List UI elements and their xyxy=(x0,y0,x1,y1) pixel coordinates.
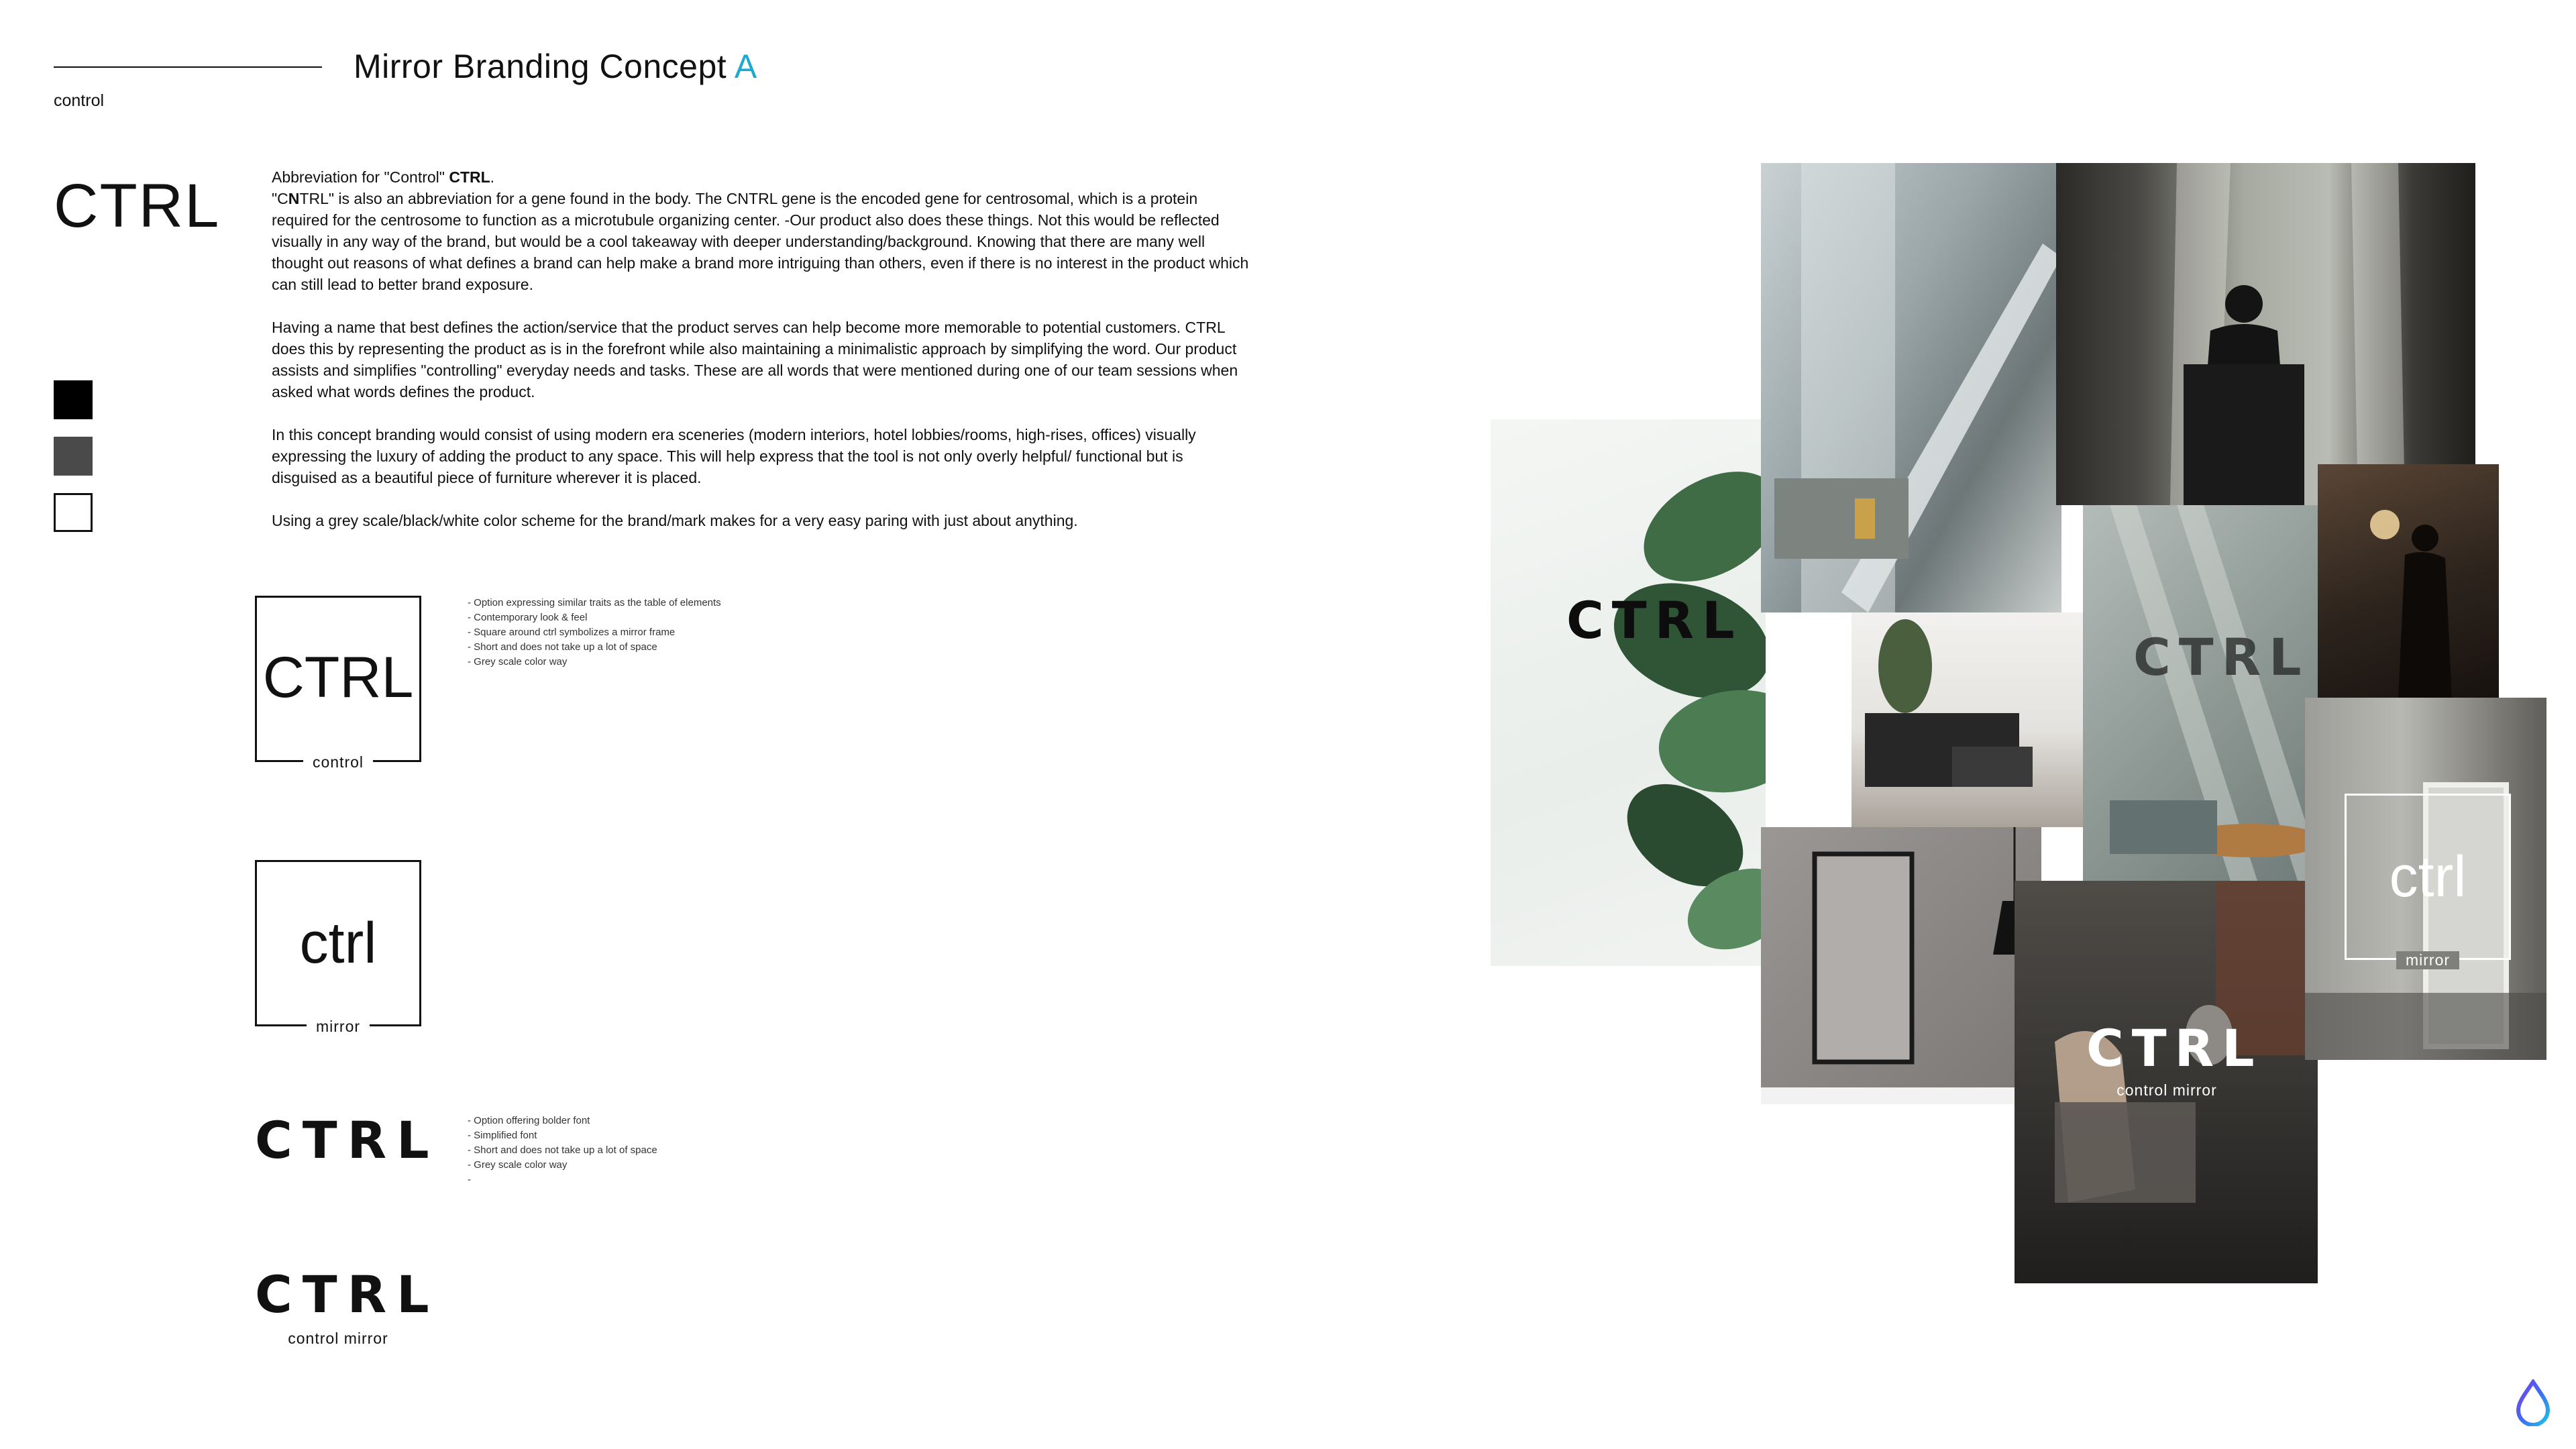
logo-option-control xyxy=(255,596,421,771)
intro-quote-rest: TRL" xyxy=(299,190,335,207)
swatch-white xyxy=(54,493,93,532)
logo-option-bold: CTRL xyxy=(255,1110,439,1170)
logo-option-bold-caption: control mirror xyxy=(288,1330,388,1347)
logo-option-control-word: CTRL xyxy=(262,645,414,710)
logo-option-mirror-caption: mirror xyxy=(307,1018,370,1036)
note-line: - Square around ctrl symbolizes a mirror frame xyxy=(468,627,676,638)
intro-para2: Having a name that best defines the action/service that the product serves can help become more memorable to potential customers. CTRL does this by representing the product as is in the forefront while also maintaining a minimalistic approach by simplifying the word. Our product assists and simplifies "controlling" everyday needs and tasks. These are all words that were mentioned during one of our team sessions when asked what words defines the product. xyxy=(272,319,1238,400)
header-subtitle: control xyxy=(54,91,105,110)
note-line: - Short and does not take up a lot of space xyxy=(468,1144,657,1156)
intro-line1-bold: CTRL xyxy=(449,168,490,186)
photo-window-silhouette xyxy=(2056,163,2475,505)
note-line: - Grey scale color way xyxy=(468,1159,568,1171)
page-title xyxy=(354,47,757,86)
note-line: - Contemporary look & feel xyxy=(468,612,588,623)
header-rule xyxy=(54,66,322,68)
title-accent: A xyxy=(734,48,757,85)
intro-line1-prefix: Abbreviation for "Control" xyxy=(272,168,445,186)
logo-option-bold-notes xyxy=(468,1114,657,1187)
logo-option-control-notes xyxy=(468,596,721,669)
window-overlay-wordmark: CTRL xyxy=(2133,627,2310,687)
swatch-black xyxy=(54,380,93,419)
lounge-overlay-wordmark: CTRL xyxy=(2086,1018,2263,1078)
note-line: - Option expressing similar traits as the table of elements xyxy=(468,597,721,608)
note-line: - Grey scale color way xyxy=(468,656,568,667)
note-line: - Short and does not take up a lot of space xyxy=(468,641,657,653)
note-line: - Simplified font xyxy=(468,1130,537,1141)
photo-living-room xyxy=(1851,612,2083,827)
primary-wordmark: CTRL xyxy=(54,172,221,240)
intro-line1-suffix: . xyxy=(490,168,495,186)
photo-plant xyxy=(1491,419,1766,966)
logo-option-mirror-word: ctrl xyxy=(299,911,377,975)
intro-quote-bold: N xyxy=(288,190,300,207)
plant-overlay-wordmark: CTRL xyxy=(1566,590,1743,650)
logo-option-control-caption: control xyxy=(303,753,373,771)
intro-para4: Using a grey scale/black/white color scheme for the brand/mark makes for a very easy paring with just about anything. xyxy=(272,512,1078,529)
photo-staircase xyxy=(1761,163,2061,612)
intro-quote-open: "C xyxy=(272,190,288,207)
note-line: - Option offering bolder font xyxy=(468,1115,590,1126)
brand-drop-icon xyxy=(2513,1379,2553,1426)
photo-shadow-room xyxy=(2083,505,2331,881)
swatch-grey xyxy=(54,437,93,476)
mirror-overlay-word: ctrl xyxy=(2389,845,2467,909)
title-text: Mirror Branding Concept xyxy=(354,48,727,85)
note-line: - xyxy=(468,1174,471,1185)
logo-option-mirror xyxy=(255,860,421,1035)
intro-para3: In this concept branding would consist of using modern era sceneries (modern interiors, hotel lobbies/rooms, high-rises, offices) visually expressing the luxury of adding the product to any space. This will help express that the tool is not only overly helpful/ functional but is disguised as a beautiful piece of furniture wherever it is placed. xyxy=(272,426,1196,486)
intro-para1: is also an abbreviation for a gene found in the body. The CNTRL gene is the encoded gene for centrosomal, which is a protein required for the centrosome to function as a microtubule organizing center. -Our product also does these things. Not this would be reflected visually in any way of the brand, but would be a cool takeaway with deeper understanding/background. Knowing that there are many well thought out reasons of what defines a brand can help make a brand more intriguing than others, even if there is no interest in the product which can still lead to better brand exposure. xyxy=(272,190,1249,293)
photo-silhouette-woman xyxy=(2318,464,2499,699)
concept-description xyxy=(272,166,1251,553)
mirror-overlay-caption: mirror xyxy=(2396,951,2459,969)
mirror-overlay-logo xyxy=(2345,794,2511,969)
lounge-overlay-caption: control mirror xyxy=(2116,1081,2217,1099)
photo-bathroom-mirror xyxy=(1761,827,2041,1104)
logo-option-bold-captioned: CTRL xyxy=(255,1265,439,1324)
